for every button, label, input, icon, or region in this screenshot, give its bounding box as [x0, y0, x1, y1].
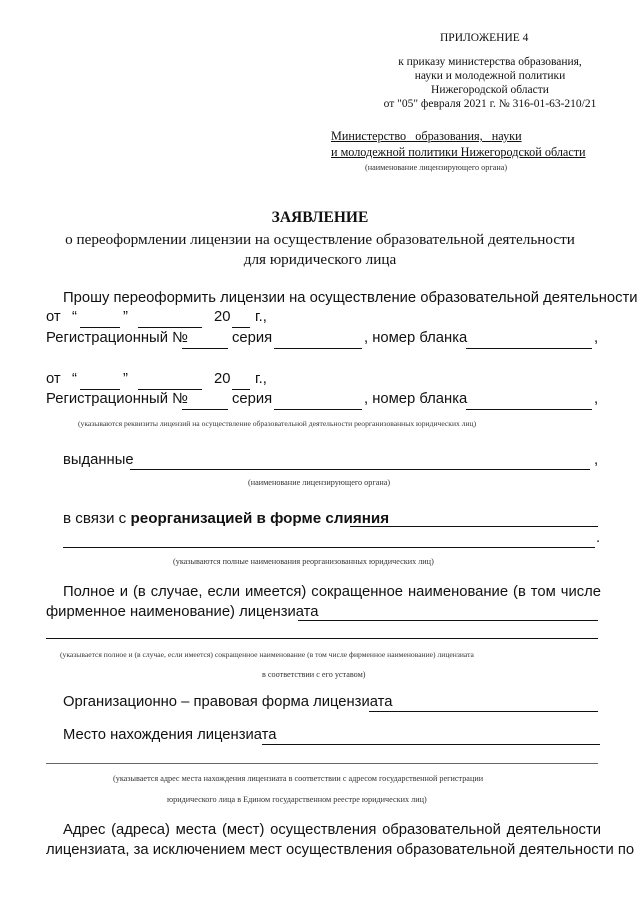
fullname-line-1: Полное и (в случае, если имеется) сокращенное наименование (в том числе — [63, 584, 601, 600]
address-line-1: Адрес (адреса) места (мест) осуществления образовательной деятельности — [63, 822, 601, 838]
reason-text — [63, 510, 389, 527]
reason-prefix: в связи с — [63, 510, 131, 527]
reg-number-field-1[interactable] — [182, 348, 228, 349]
licenses-hint: (указываются реквизиты лицензий на осуществление образовательной деятельности реорганизованных юридических лиц) — [78, 419, 477, 428]
quote-close-2: ” — [123, 371, 128, 387]
from-label-1: от — [46, 309, 61, 325]
reorg-hint: (указываются полные наименования реорганизованных юридических лиц) — [173, 557, 434, 566]
blank-number-label-2: , номер бланка — [364, 391, 468, 407]
fullname-field-2[interactable] — [46, 638, 598, 639]
order-line-3: Нижегородской области — [431, 84, 549, 96]
fullname-hint-1: (указывается полное и (в случае, если имеется) сокращенное наименование (в том числе фирменное наименование) лицензиата — [60, 650, 474, 659]
fullname-hint-2: в соответствии с его уставом) — [262, 670, 366, 679]
month-field-1[interactable] — [138, 327, 202, 328]
legal-form-field[interactable] — [369, 711, 598, 712]
quote-open-2: “ — [72, 371, 77, 387]
quote-close-1: ” — [123, 309, 128, 325]
quote-open-1: “ — [72, 309, 77, 325]
title-line-2: для юридического лица — [243, 251, 397, 268]
document-title: ЗАЯВЛЕНИЕ — [271, 209, 369, 226]
year-field-2[interactable] — [232, 389, 250, 390]
issued-by-field[interactable] — [130, 469, 590, 470]
location-field-2[interactable] — [46, 763, 598, 764]
from-label-2: от — [46, 371, 61, 387]
address-line-2: лицензиата, за исключением мест осуществления образовательной деятельности по — [46, 842, 635, 858]
year-suffix-2: г., — [255, 371, 267, 387]
fullname-line-2: фирменное наименование) лицензиата — [46, 604, 319, 620]
reorg-names-field[interactable] — [63, 547, 595, 548]
authority-line-1: Министерство образования, науки — [331, 129, 522, 143]
reason-field[interactable] — [350, 526, 598, 527]
appendix-label: ПРИЛОЖЕНИЕ 4 — [440, 32, 529, 44]
order-line-2: науки и молодежной политики — [414, 70, 566, 82]
year-prefix-2: 20 — [214, 371, 231, 387]
year-prefix-1: 20 — [214, 309, 231, 325]
month-field-2[interactable] — [138, 389, 202, 390]
order-line-1: к приказу министерства образования, — [398, 56, 582, 68]
issued-comma: , — [594, 452, 599, 468]
series-field-1[interactable] — [274, 348, 362, 349]
reason-bold: реорганизацией в форме слияния — [130, 510, 390, 527]
series-label-2: серия — [232, 391, 273, 407]
location-hint-1: (указывается адрес места нахождения лицензиата в соответствии с адресом государственной регистрации — [113, 774, 484, 783]
authority-hint: (наименование лицензирующего органа) — [365, 163, 508, 172]
blank-number-field-2[interactable] — [466, 409, 592, 410]
reg-number-field-2[interactable] — [182, 409, 228, 410]
location-field-1[interactable] — [262, 744, 600, 745]
fullname-field-1[interactable] — [298, 620, 598, 621]
day-field-1[interactable] — [80, 327, 120, 328]
series-label-1: серия — [232, 330, 273, 346]
issued-label: выданные — [63, 452, 134, 468]
location-label: Место нахождения лицензиата — [63, 727, 277, 743]
authority-line-2: и молодежной политики Нижегородской области — [331, 145, 586, 159]
day-field-2[interactable] — [80, 389, 120, 390]
reason-period: . — [596, 530, 601, 546]
location-hint-2: юридического лица в Едином государственном реестре юридических лиц) — [167, 795, 427, 804]
blank-number-field-1[interactable] — [466, 348, 592, 349]
blank-number-label-1: , номер бланка — [364, 330, 468, 346]
comma-2: , — [594, 391, 599, 407]
title-line-1: о переоформлении лицензии на осуществление образовательной деятельности — [65, 231, 575, 248]
issued-hint: (наименование лицензирующего органа) — [248, 478, 391, 487]
year-suffix-1: г., — [255, 309, 267, 325]
reg-number-label-2: Регистрационный № — [46, 391, 188, 407]
comma-1: , — [594, 330, 599, 346]
series-field-2[interactable] — [274, 409, 362, 410]
legal-form-label: Организационно – правовая форма лицензиата — [63, 694, 393, 710]
order-line-4: от "05" февраля 2021 г. № 316-01-63-210/21 — [383, 98, 597, 110]
reg-number-label-1: Регистрационный № — [46, 330, 188, 346]
request-text: Прошу переоформить лицензии на осуществление образовательной деятельности — [63, 290, 638, 306]
year-field-1[interactable] — [232, 327, 250, 328]
